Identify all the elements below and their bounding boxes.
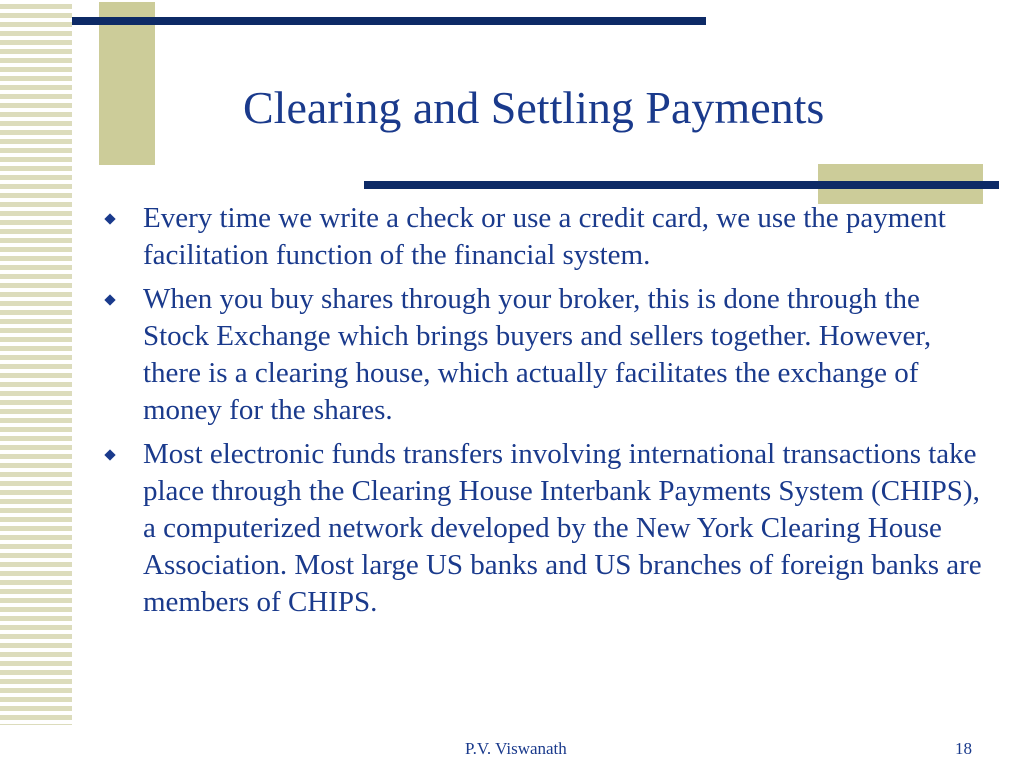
bullet-item bbox=[104, 200, 984, 274]
diamond-bullet-icon bbox=[104, 449, 115, 460]
diamond-bullet-icon bbox=[104, 213, 115, 224]
bullet-list bbox=[104, 200, 984, 628]
bullet-item bbox=[104, 436, 984, 621]
decorative-stripes bbox=[0, 0, 72, 725]
decorative-line-mid bbox=[364, 181, 999, 189]
footer-author: P.V. Viswanath bbox=[465, 739, 567, 758]
bullet-item bbox=[104, 281, 984, 429]
diamond-bullet-icon bbox=[104, 294, 115, 305]
bullet-text: Every time we write a check or use a credit card, we use the payment facilitation function of the financial system. bbox=[143, 202, 946, 271]
bullet-text: When you buy shares through your broker, this is done through the Stock Exchange which brings buyers and sellers together. However, there is a clearing house, which actually facilitates the exchange of money for the shares. bbox=[143, 283, 932, 426]
page-number: 18 bbox=[955, 739, 972, 758]
slide-title: Clearing and Settling Payments bbox=[243, 82, 825, 133]
bullet-text: Most electronic funds transfers involving international transactions take place through the Clearing House Interbank Payments System (CHIPS), a computerized network developed by the New York Clearing House Association. Most large US banks and US branches of foreign banks are members of CHIPS. bbox=[143, 438, 982, 618]
decorative-line-top bbox=[72, 17, 706, 25]
decorative-block-top bbox=[99, 2, 155, 165]
